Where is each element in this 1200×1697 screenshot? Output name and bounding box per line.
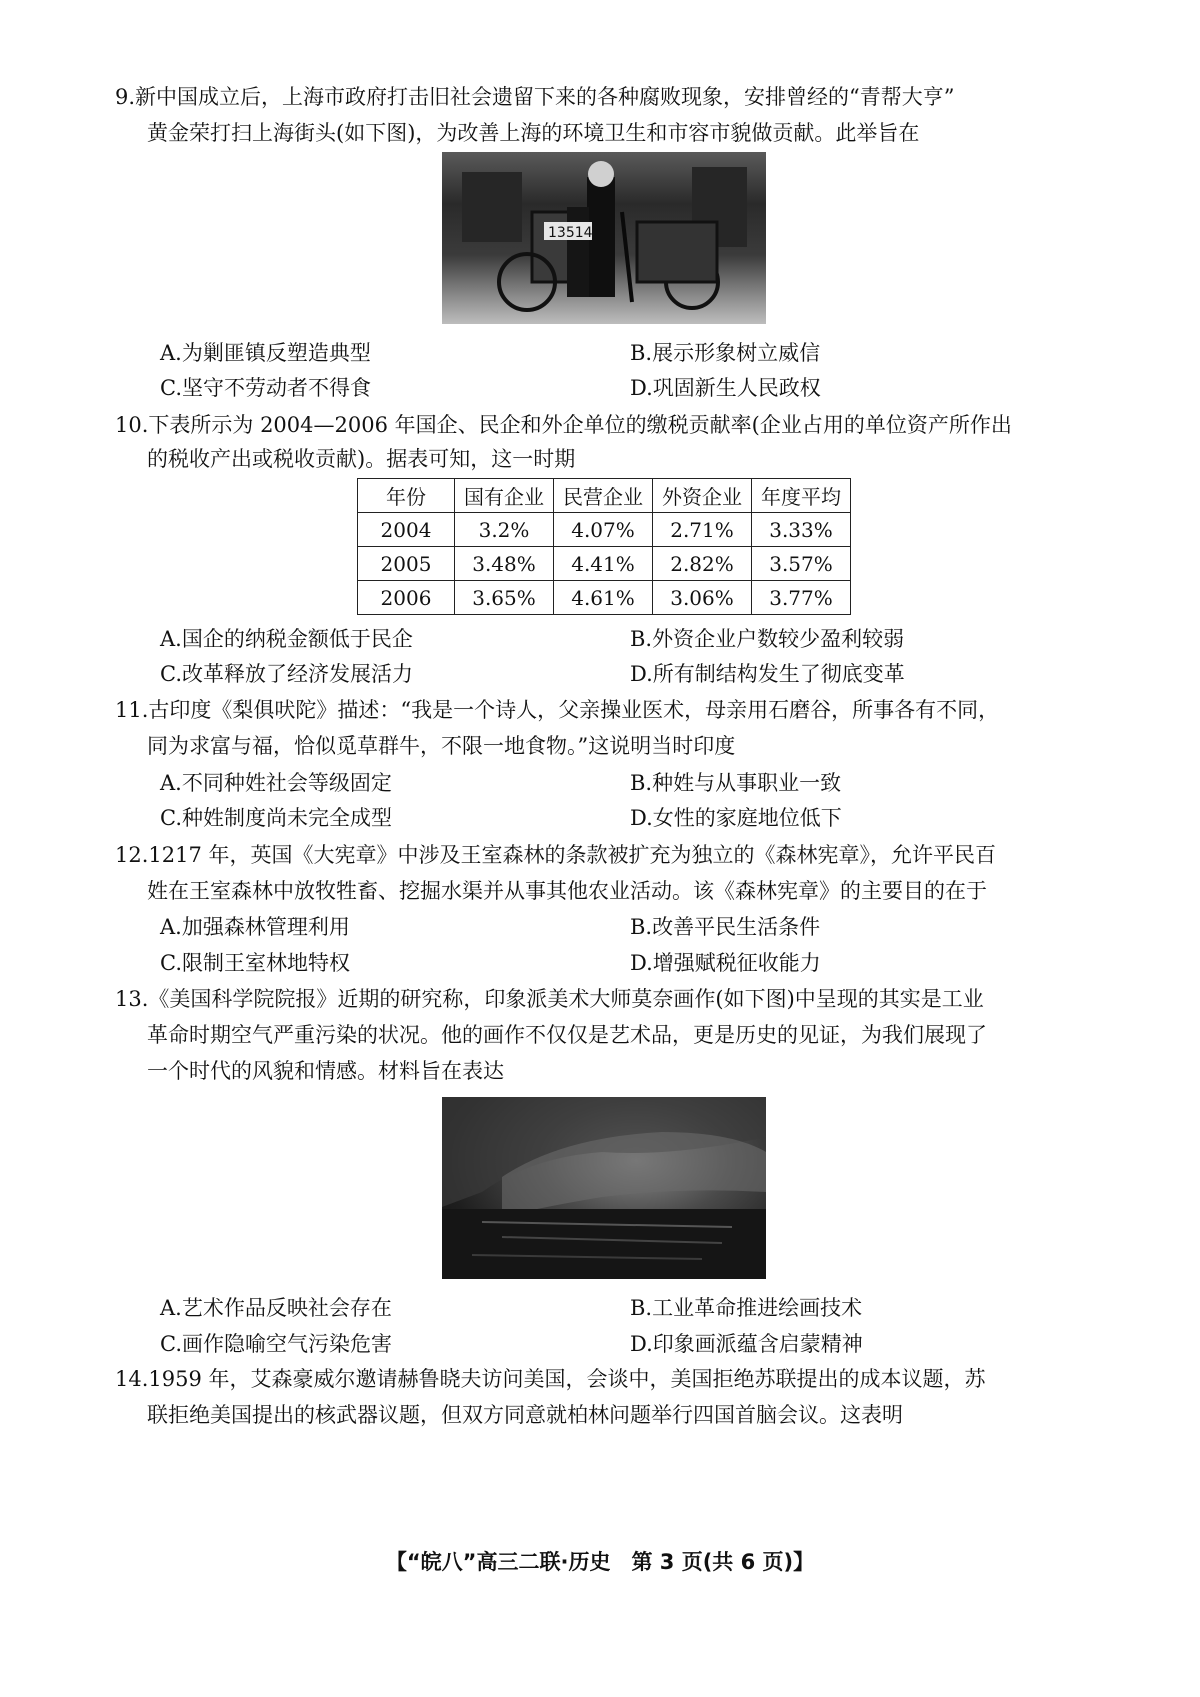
q12-option-d: D.增强赋税征收能力	[630, 951, 821, 975]
q9-photo-cart-number: 13514	[548, 225, 593, 241]
table-cell: 2.71%	[653, 513, 752, 547]
q9-photo-illustration	[442, 152, 766, 324]
table-cell: 2004	[358, 513, 455, 547]
table-cell: 4.41%	[554, 547, 653, 581]
table-header-year: 年份	[358, 479, 455, 513]
table-cell: 3.06%	[653, 581, 752, 615]
table-cell: 3.77%	[752, 581, 851, 615]
q12-line-1: 12.1217 年，英国《大宪章》中涉及王室森林的条款被扩充为独立的《森林宪章》，允许平民百	[115, 843, 997, 867]
q10-option-c: C.改革释放了经济发展活力	[160, 662, 413, 686]
table-header-row	[358, 479, 851, 513]
table-cell: 2.82%	[653, 547, 752, 581]
table-cell: 2006	[358, 581, 455, 615]
q11-option-c: C.种姓制度尚未完全成型	[160, 806, 392, 830]
q13-option-c: C.画作隐喻空气污染危害	[160, 1332, 392, 1356]
q11-option-b: B.种姓与从事职业一致	[630, 771, 842, 795]
q9-line-1: 9.新中国成立后，上海市政府打击旧社会遗留下来的各种腐败现象，安排曾经的“青帮大亨”	[115, 85, 955, 109]
table-cell: 3.2%	[455, 513, 554, 547]
table-header-state-owned: 国有企业	[455, 479, 554, 513]
page-footer: 【“皖八”高三二联·历史 第 3 页(共 6 页)】	[385, 1550, 815, 1574]
q13-photo-monet-painting	[442, 1097, 766, 1279]
q12-line-2: 姓在王室森林中放牧牲畜、挖掘水渠并从事其他农业活动。该《森林宪章》的主要目的在于	[147, 879, 987, 903]
q12-option-a: A.加强森林管理利用	[160, 915, 350, 939]
q13-option-b: B.工业革命推进绘画技术	[630, 1296, 863, 1320]
q13-line-2: 革命时期空气严重污染的状况。他的画作不仅仅是艺术品，更是历史的见证，为我们展现了	[147, 1023, 987, 1047]
q14-line-2: 联拒绝美国提出的核武器议题，但双方同意就柏林问题举行四国首脑会议。这表明	[147, 1403, 903, 1427]
q13-line-1: 13.《美国科学院院报》近期的研究称，印象派美术大师莫奈画作(如下图)中呈现的其实是工业	[115, 987, 984, 1011]
q9-option-a: A.为剿匪镇反塑造典型	[160, 341, 371, 365]
q11-line-2: 同为求富与福，恰似觅草群牛，不限一地食物。”这说明当时印度	[147, 734, 736, 758]
q9-option-d: D.巩固新生人民政权	[630, 376, 821, 400]
q13-painting-illustration	[442, 1097, 766, 1279]
table-header-average: 年度平均	[752, 479, 851, 513]
q9-option-b: B.展示形象树立威信	[630, 341, 821, 365]
q9-photo-huang-jinrong-sweeping	[442, 152, 766, 324]
q12-option-b: B.改善平民生活条件	[630, 915, 821, 939]
table-cell: 3.57%	[752, 547, 851, 581]
table-header-foreign: 外资企业	[653, 479, 752, 513]
q9-option-c: C.坚守不劳动者不得食	[160, 376, 371, 400]
q13-option-a: A.艺术作品反映社会存在	[160, 1296, 392, 1320]
q10-option-b: B.外资企业户数较少盈利较弱	[630, 627, 905, 651]
table-cell: 3.65%	[455, 581, 554, 615]
table-cell: 4.07%	[554, 513, 653, 547]
q13-line-3: 一个时代的风貌和情感。材料旨在表达	[147, 1059, 504, 1083]
table-cell: 3.33%	[752, 513, 851, 547]
q9-line-2: 黄金荣打扫上海街头(如下图)，为改善上海的环境卫生和市容市貌做贡献。此举旨在	[147, 121, 920, 145]
table-row	[358, 547, 851, 581]
table-cell: 4.61%	[554, 581, 653, 615]
table-cell: 2005	[358, 547, 455, 581]
q10-line-1: 10.下表所示为 2004—2006 年国企、民企和外企单位的缴税贡献率(企业占用的单位资产所作出	[115, 413, 1012, 437]
table-header-private: 民营企业	[554, 479, 653, 513]
table-cell: 3.48%	[455, 547, 554, 581]
q11-line-1: 11.古印度《梨俱吠陀》描述：“我是一个诗人，父亲操业医术，母亲用石磨谷，所事各有不同，	[115, 698, 1000, 722]
q12-option-c: C.限制王室林地特权	[160, 951, 350, 975]
q14-line-1: 14.1959 年，艾森豪威尔邀请赫鲁晓夫访问美国，会谈中，美国拒绝苏联提出的成本议题，苏	[115, 1367, 986, 1391]
q10-tax-contribution-table	[357, 478, 851, 615]
q11-option-a: A.不同种姓社会等级固定	[160, 771, 392, 795]
q13-option-d: D.印象画派蕴含启蒙精神	[630, 1332, 863, 1356]
q10-option-d: D.所有制结构发生了彻底变革	[630, 662, 905, 686]
table-row	[358, 581, 851, 615]
q10-option-a: A.国企的纳税金额低于民企	[160, 627, 413, 651]
q10-line-2: 的税收产出或税收贡献)。据表可知，这一时期	[147, 447, 576, 471]
table-row	[358, 513, 851, 547]
q11-option-d: D.女性的家庭地位低下	[630, 806, 842, 830]
